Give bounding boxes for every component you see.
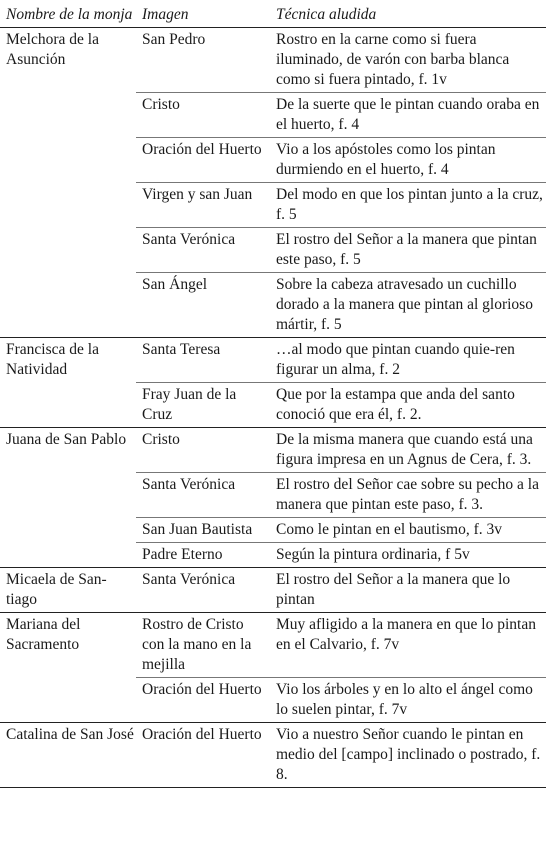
- table-row: [0, 183, 546, 228]
- table-row: [0, 568, 546, 613]
- table-body: [0, 28, 546, 788]
- nun-name-cell: [0, 473, 136, 518]
- technique-cell: Del modo en que los pintan junto a la cruz, f. 5: [270, 183, 546, 228]
- nun-name-cell: [0, 228, 136, 273]
- technique-cell: Sobre la cabeza atravesado un cuchillo dorado a la manera que pintan al glorioso mártir, f. 5: [270, 273, 546, 338]
- technique-cell: Vio a nuestro Señor cuando le pintan en medio del [campo] inclinado o postrado, f. 8.: [270, 723, 546, 788]
- technique-cell: De la suerte que le pintan cuando oraba en el huerto, f. 4: [270, 93, 546, 138]
- nun-name-cell: Micaela de San-tiago: [0, 568, 136, 613]
- nun-name-cell: Juana de San Pablo: [0, 428, 136, 473]
- nun-name-cell: [0, 138, 136, 183]
- table-row: [0, 473, 546, 518]
- nun-name-cell: [0, 93, 136, 138]
- table-row: [0, 383, 546, 428]
- table-row: [0, 338, 546, 383]
- nun-name-cell: [0, 543, 136, 568]
- technique-cell: El rostro del Señor a la manera que pintan este paso, f. 5: [270, 228, 546, 273]
- header-row: [0, 2, 546, 28]
- image-cell: San Juan Bautista: [136, 518, 270, 543]
- nun-name-cell: [0, 518, 136, 543]
- image-cell: Rostro de Cristo con la mano en la mejilla: [136, 613, 270, 678]
- nun-name-cell: Francisca de la Natividad: [0, 338, 136, 383]
- header-image: Imagen: [136, 2, 270, 28]
- image-cell: San Ángel: [136, 273, 270, 338]
- image-cell: Oración del Huerto: [136, 138, 270, 183]
- table-row: [0, 678, 546, 723]
- nun-name-cell: Catalina de San José: [0, 723, 136, 788]
- table-row: [0, 613, 546, 678]
- technique-cell: Según la pintura ordinaria, f 5v: [270, 543, 546, 568]
- technique-cell: Rostro en la carne como si fuera iluminado, de varón con barba blanca como si fuera pintado, f. 1v: [276, 31, 510, 88]
- table-header: [0, 2, 546, 28]
- technique-cell: Muy afligido a la manera en que lo pintan en el Calvario, f. 7v: [270, 613, 546, 678]
- nun-name-cell: [0, 678, 136, 723]
- table-row: [0, 138, 546, 183]
- technique-cell: Vio los árboles y en lo alto el ángel como lo suelen pintar, f. 7v: [270, 678, 546, 723]
- technique-cell: El rostro del Señor cae sobre su pecho a la manera que pintan este paso, f. 3.: [270, 473, 546, 518]
- table-row: [0, 543, 546, 568]
- table-row: [0, 228, 546, 273]
- image-cell: Santa Verónica: [136, 568, 270, 613]
- image-cell: Fray Juan de la Cruz: [136, 383, 270, 428]
- technique-cell: …al modo que pintan cuando quie-ren figurar un alma, f. 2: [270, 338, 546, 383]
- image-cell: Santa Teresa: [136, 338, 270, 383]
- image-cell: San Pedro: [142, 31, 206, 48]
- technique-cell: Como le pintan en el bautismo, f. 3v: [270, 518, 546, 543]
- nun-name-cell: [0, 183, 136, 228]
- table-row: [0, 93, 546, 138]
- nun-name-cell: Mariana del Sacramento: [0, 613, 136, 678]
- image-cell: Oración del Huerto: [136, 723, 270, 788]
- image-cell: Virgen y san Juan: [136, 183, 270, 228]
- table-row: [0, 723, 546, 788]
- nun-name-cell: [0, 273, 136, 338]
- technique-cell: Vio a los apóstoles como los pintan durmiendo en el huerto, f. 4: [270, 138, 546, 183]
- image-cell: Oración del Huerto: [136, 678, 270, 723]
- nun-name-cell: Melchora de la Asunción: [6, 31, 99, 68]
- table-row: [0, 273, 546, 338]
- technique-cell: El rostro del Señor a la manera que lo pintan: [270, 568, 546, 613]
- image-cell: Santa Verónica: [136, 228, 270, 273]
- header-technique: Técnica aludida: [270, 2, 546, 28]
- image-cell: Santa Verónica: [136, 473, 270, 518]
- table-row: [0, 518, 546, 543]
- image-cell: Cristo: [136, 93, 270, 138]
- image-cell: Padre Eterno: [136, 543, 270, 568]
- technique-cell: Que por la estampa que anda del santo conoció que era él, f. 2.: [270, 383, 546, 428]
- table-row: [0, 428, 546, 473]
- header-nun-name: Nombre de la monja: [0, 2, 136, 28]
- nun-name-cell: [0, 383, 136, 428]
- table-row: [0, 28, 546, 93]
- technique-cell: De la misma manera que cuando está una figura impresa en un Agnus de Cera, f. 3.: [270, 428, 546, 473]
- nuns-images-table: [0, 2, 546, 788]
- image-cell: Cristo: [136, 428, 270, 473]
